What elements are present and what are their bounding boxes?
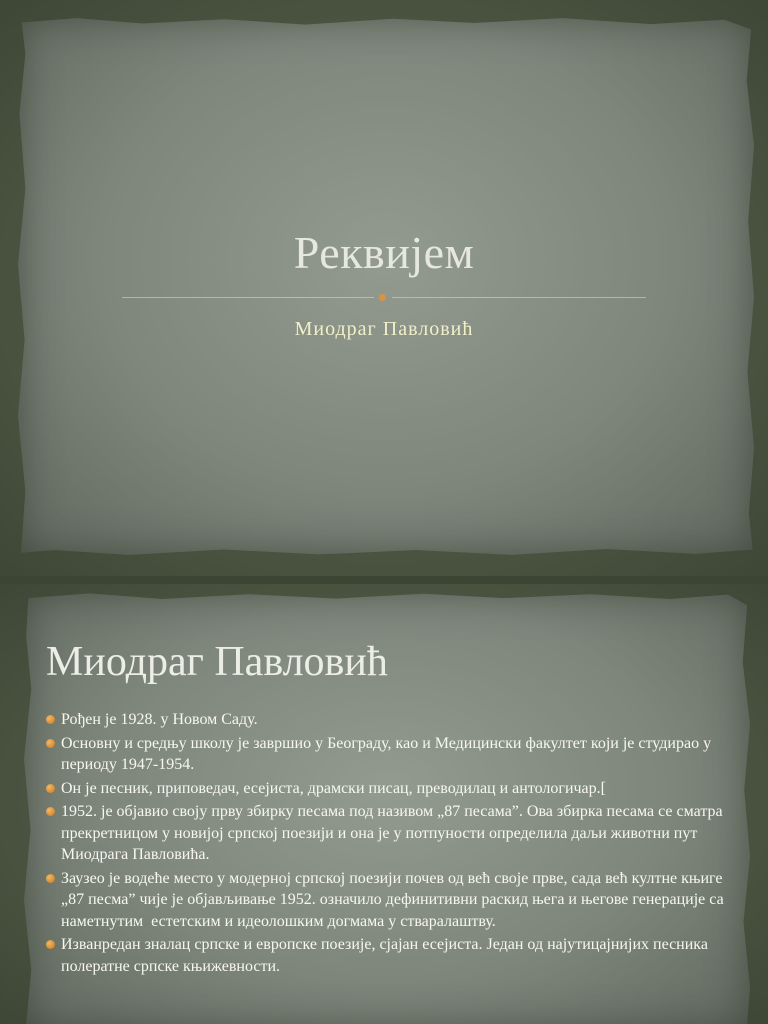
bullet-list <box>46 709 726 979</box>
orange-dot-bullet-icon <box>46 874 55 883</box>
orange-dot-bullet-icon <box>46 784 55 793</box>
bullet-item <box>46 801 726 866</box>
orange-dot-bullet-icon <box>46 739 55 748</box>
slide-heading: Миодраг Павловић <box>46 639 388 685</box>
title-rule-right <box>392 297 646 298</box>
bullet-text: Заузео је водеће место у модерној српској поезији почев од већ своје прве, сада већ култне књиге „87 песма” чије је објављивање 1952. означило дефинитивни раскид њега и његове генерације са наметнутим естетским и идеолошким догмама у стваралаштву. <box>61 869 728 930</box>
bullet-text: Основну и средњу школу је завршио у Београду, као и Медицински факултет који је студирао у периоду 1947-1954. <box>61 734 716 773</box>
orange-dot-bullet-icon <box>46 940 55 949</box>
bullet-item <box>46 934 726 977</box>
bullet-item <box>46 778 726 800</box>
bullet-text: 1952. је објавио своју прву збирку песама под називом „87 песама”. Ова збирка песама се сматра прекретницом у новијој српској поезији и она је у потпуности определила даљи животни пут Миодрага Павловића. <box>61 803 727 863</box>
bullet-item <box>46 709 726 731</box>
bullet-text: Изванредан зналац српске и европске поезије, сјајан есејиста. Један од најутицајнијих песника полератне српске књижевности. <box>61 936 712 975</box>
bullet-text: Рођен је 1928. у Новом Саду. <box>61 711 258 728</box>
orange-dot-ornament-icon <box>379 294 386 301</box>
bullet-item <box>46 733 726 776</box>
slide-title: Реквијем <box>293 227 475 278</box>
bullet-text: Он је песник, приповедач, есејиста, драмски писац, преводилац и антологичар.[ <box>61 779 606 797</box>
orange-dot-bullet-icon <box>46 807 55 816</box>
torn-paper-panel <box>18 16 754 556</box>
slide-divider <box>0 576 768 584</box>
slide-subtitle: Миодраг Павловић <box>294 318 474 340</box>
orange-dot-bullet-icon <box>46 715 55 724</box>
title-rule-left <box>122 297 374 298</box>
bullet-item <box>46 868 726 933</box>
